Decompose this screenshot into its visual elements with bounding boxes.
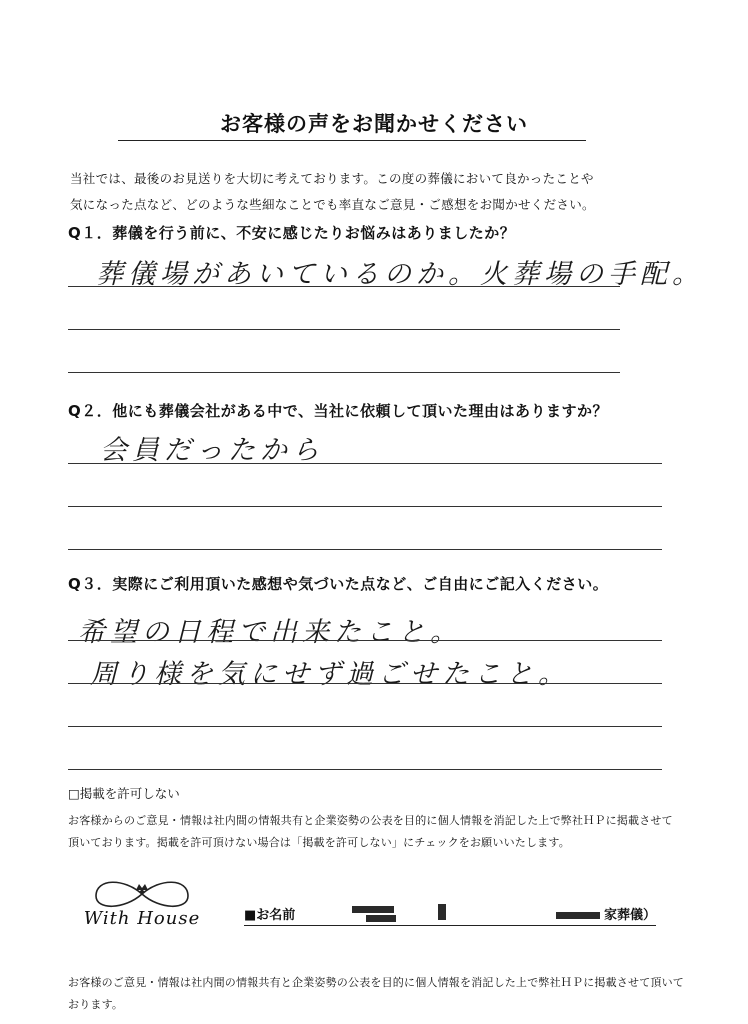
answer-rule [68,683,662,684]
answer-rule [68,549,662,550]
notice-line: お客様からのご意見・情報は社内間の情報共有と企業姿勢の公表を目的に個人情報を消記した上で弊社ＨＰに掲載させて [68,814,673,827]
intro-text [70,166,595,218]
answer-rule [68,640,662,641]
answer-1-line-1: 葬儀場があいているのか。火葬場の手配。 [96,259,704,290]
logo-text: With House [83,908,201,929]
answer-rule [68,463,662,464]
answer-rule [68,506,662,507]
answer-rule [68,372,620,373]
answer-rule [68,726,662,727]
answer-2-line-1: 会員だったから [100,435,324,466]
question-2-label: Q２．他にも葬儀会社がある中で、当社に依頼して頂いた理由はありますか？ [68,402,608,420]
question-3-label: Q３．実際にご利用頂いた感想や気づいた点など、ご自由にご記入ください。 [68,575,609,593]
answer-3-line-1: 希望の日程で出来たこと。 [78,617,462,648]
redaction-block [366,915,396,922]
name-label: ■お名前 [244,908,296,923]
answer-3-line-2: 周り様を気にせず過ごせたこと。 [90,659,570,690]
question-1-label: Q１．葬儀を行う前に、不安に感じたりお悩みはありましたか？ [68,224,516,242]
footer-text: お客様のご意見・情報は社内間の情報共有と企業姿勢の公表を目的に個人情報を消記した上で弊社ＨＰに掲載させて頂いております。 [68,976,684,1011]
no-publish-checkbox[interactable]: □掲載を許可しない [68,786,180,801]
page-title: お客様の声をお聞かせください [220,112,528,136]
name-underline [244,925,656,926]
answer-rule [68,329,620,330]
redaction-block [352,906,394,913]
title-underline [118,140,586,141]
intro-line: 気になった点など、どのような些細なことでも率直なご意見・ご感想をお聞かせください。 [70,197,595,212]
name-suffix: 家葬儀） [604,908,657,923]
answer-rule [68,286,620,287]
privacy-notice [68,810,688,854]
redaction-block [556,912,600,919]
answer-rule [68,769,662,770]
redaction-block [438,904,446,920]
notice-line: 頂いております。掲載を許可頂けない場合は「掲載を許可しない」にチェックをお願いいたします。 [68,836,570,849]
intro-line: 当社では、最後のお見送りを大切に考えております。この度の葬儀において良かったことや [70,171,594,186]
